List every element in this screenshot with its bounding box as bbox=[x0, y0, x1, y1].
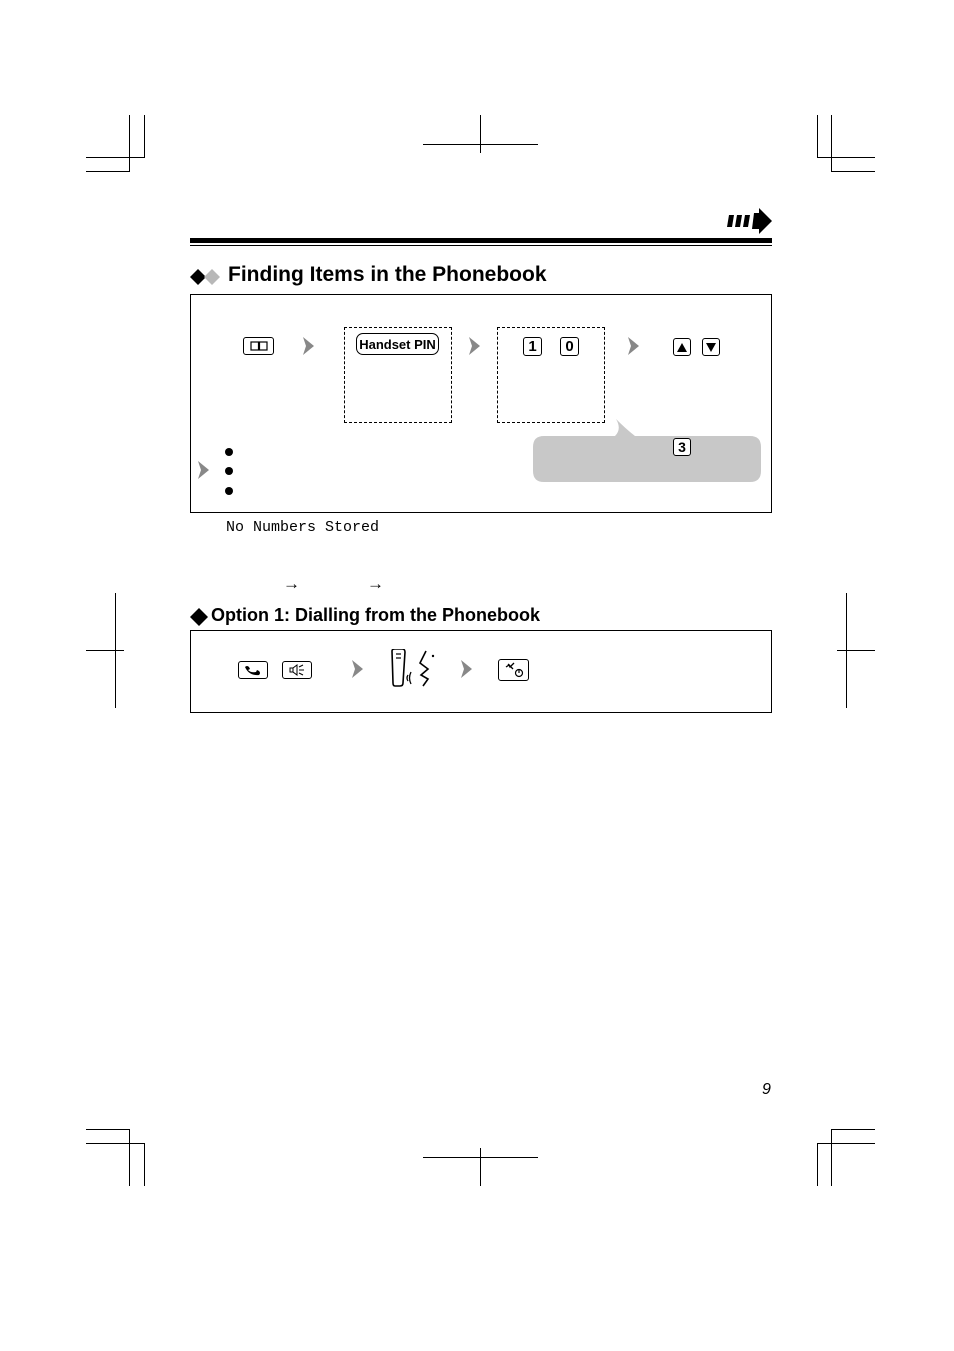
continue-arrow-icon bbox=[726, 207, 774, 235]
page-number: 9 bbox=[762, 1081, 771, 1098]
talk-key-icon bbox=[243, 664, 263, 676]
phonebook-procedure-panel bbox=[190, 294, 772, 513]
bullet bbox=[225, 467, 233, 475]
header-rule bbox=[190, 238, 772, 243]
diamond-icon bbox=[190, 608, 208, 626]
off-power-key[interactable] bbox=[498, 659, 529, 681]
up-key-icon bbox=[677, 343, 687, 352]
talk-key[interactable] bbox=[238, 661, 268, 679]
down-key[interactable] bbox=[702, 338, 720, 356]
handset-speaking-icon bbox=[388, 649, 438, 689]
speaker-key-icon bbox=[287, 664, 307, 676]
digit-1-label: 1 bbox=[528, 338, 537, 355]
speaker-key[interactable] bbox=[282, 661, 312, 679]
handset-pin-label: Handset PIN bbox=[359, 336, 436, 352]
digit-0-label: 0 bbox=[565, 338, 574, 355]
bullet bbox=[225, 448, 233, 456]
up-key[interactable] bbox=[673, 338, 691, 356]
path-arrow: → bbox=[367, 574, 384, 593]
phonebook-key[interactable] bbox=[243, 337, 274, 355]
section-title-option-1: Option 1: Dialling from the Phonebook bbox=[211, 605, 540, 625]
step-arrow-icon bbox=[302, 336, 316, 356]
note-arrow-icon bbox=[197, 460, 211, 480]
dialling-procedure-panel bbox=[190, 630, 772, 713]
down-key-icon bbox=[706, 343, 716, 352]
header-rule-thin bbox=[190, 245, 772, 246]
step-arrow-icon bbox=[351, 659, 365, 679]
handset-pin-key[interactable] bbox=[356, 333, 439, 355]
off-power-key-icon bbox=[503, 662, 525, 678]
double-diamond-icon bbox=[190, 268, 222, 286]
display-message: No Numbers Stored bbox=[226, 519, 380, 536]
path-arrow: → bbox=[283, 574, 300, 593]
step-arrow-icon bbox=[468, 336, 482, 356]
phonebook-key-icon bbox=[250, 341, 268, 351]
step-arrow-icon bbox=[627, 336, 641, 356]
callout-bubble bbox=[530, 415, 764, 485]
digit-3-key[interactable] bbox=[673, 438, 691, 456]
digit-0-key[interactable] bbox=[560, 337, 579, 356]
digit-3-label: 3 bbox=[678, 439, 686, 455]
digit-1-key[interactable] bbox=[523, 337, 542, 356]
bullet bbox=[225, 487, 233, 495]
step-arrow-icon bbox=[460, 659, 474, 679]
section-title-finding-items: Finding Items in the Phonebook bbox=[228, 263, 547, 286]
code-entry-box bbox=[497, 327, 605, 423]
